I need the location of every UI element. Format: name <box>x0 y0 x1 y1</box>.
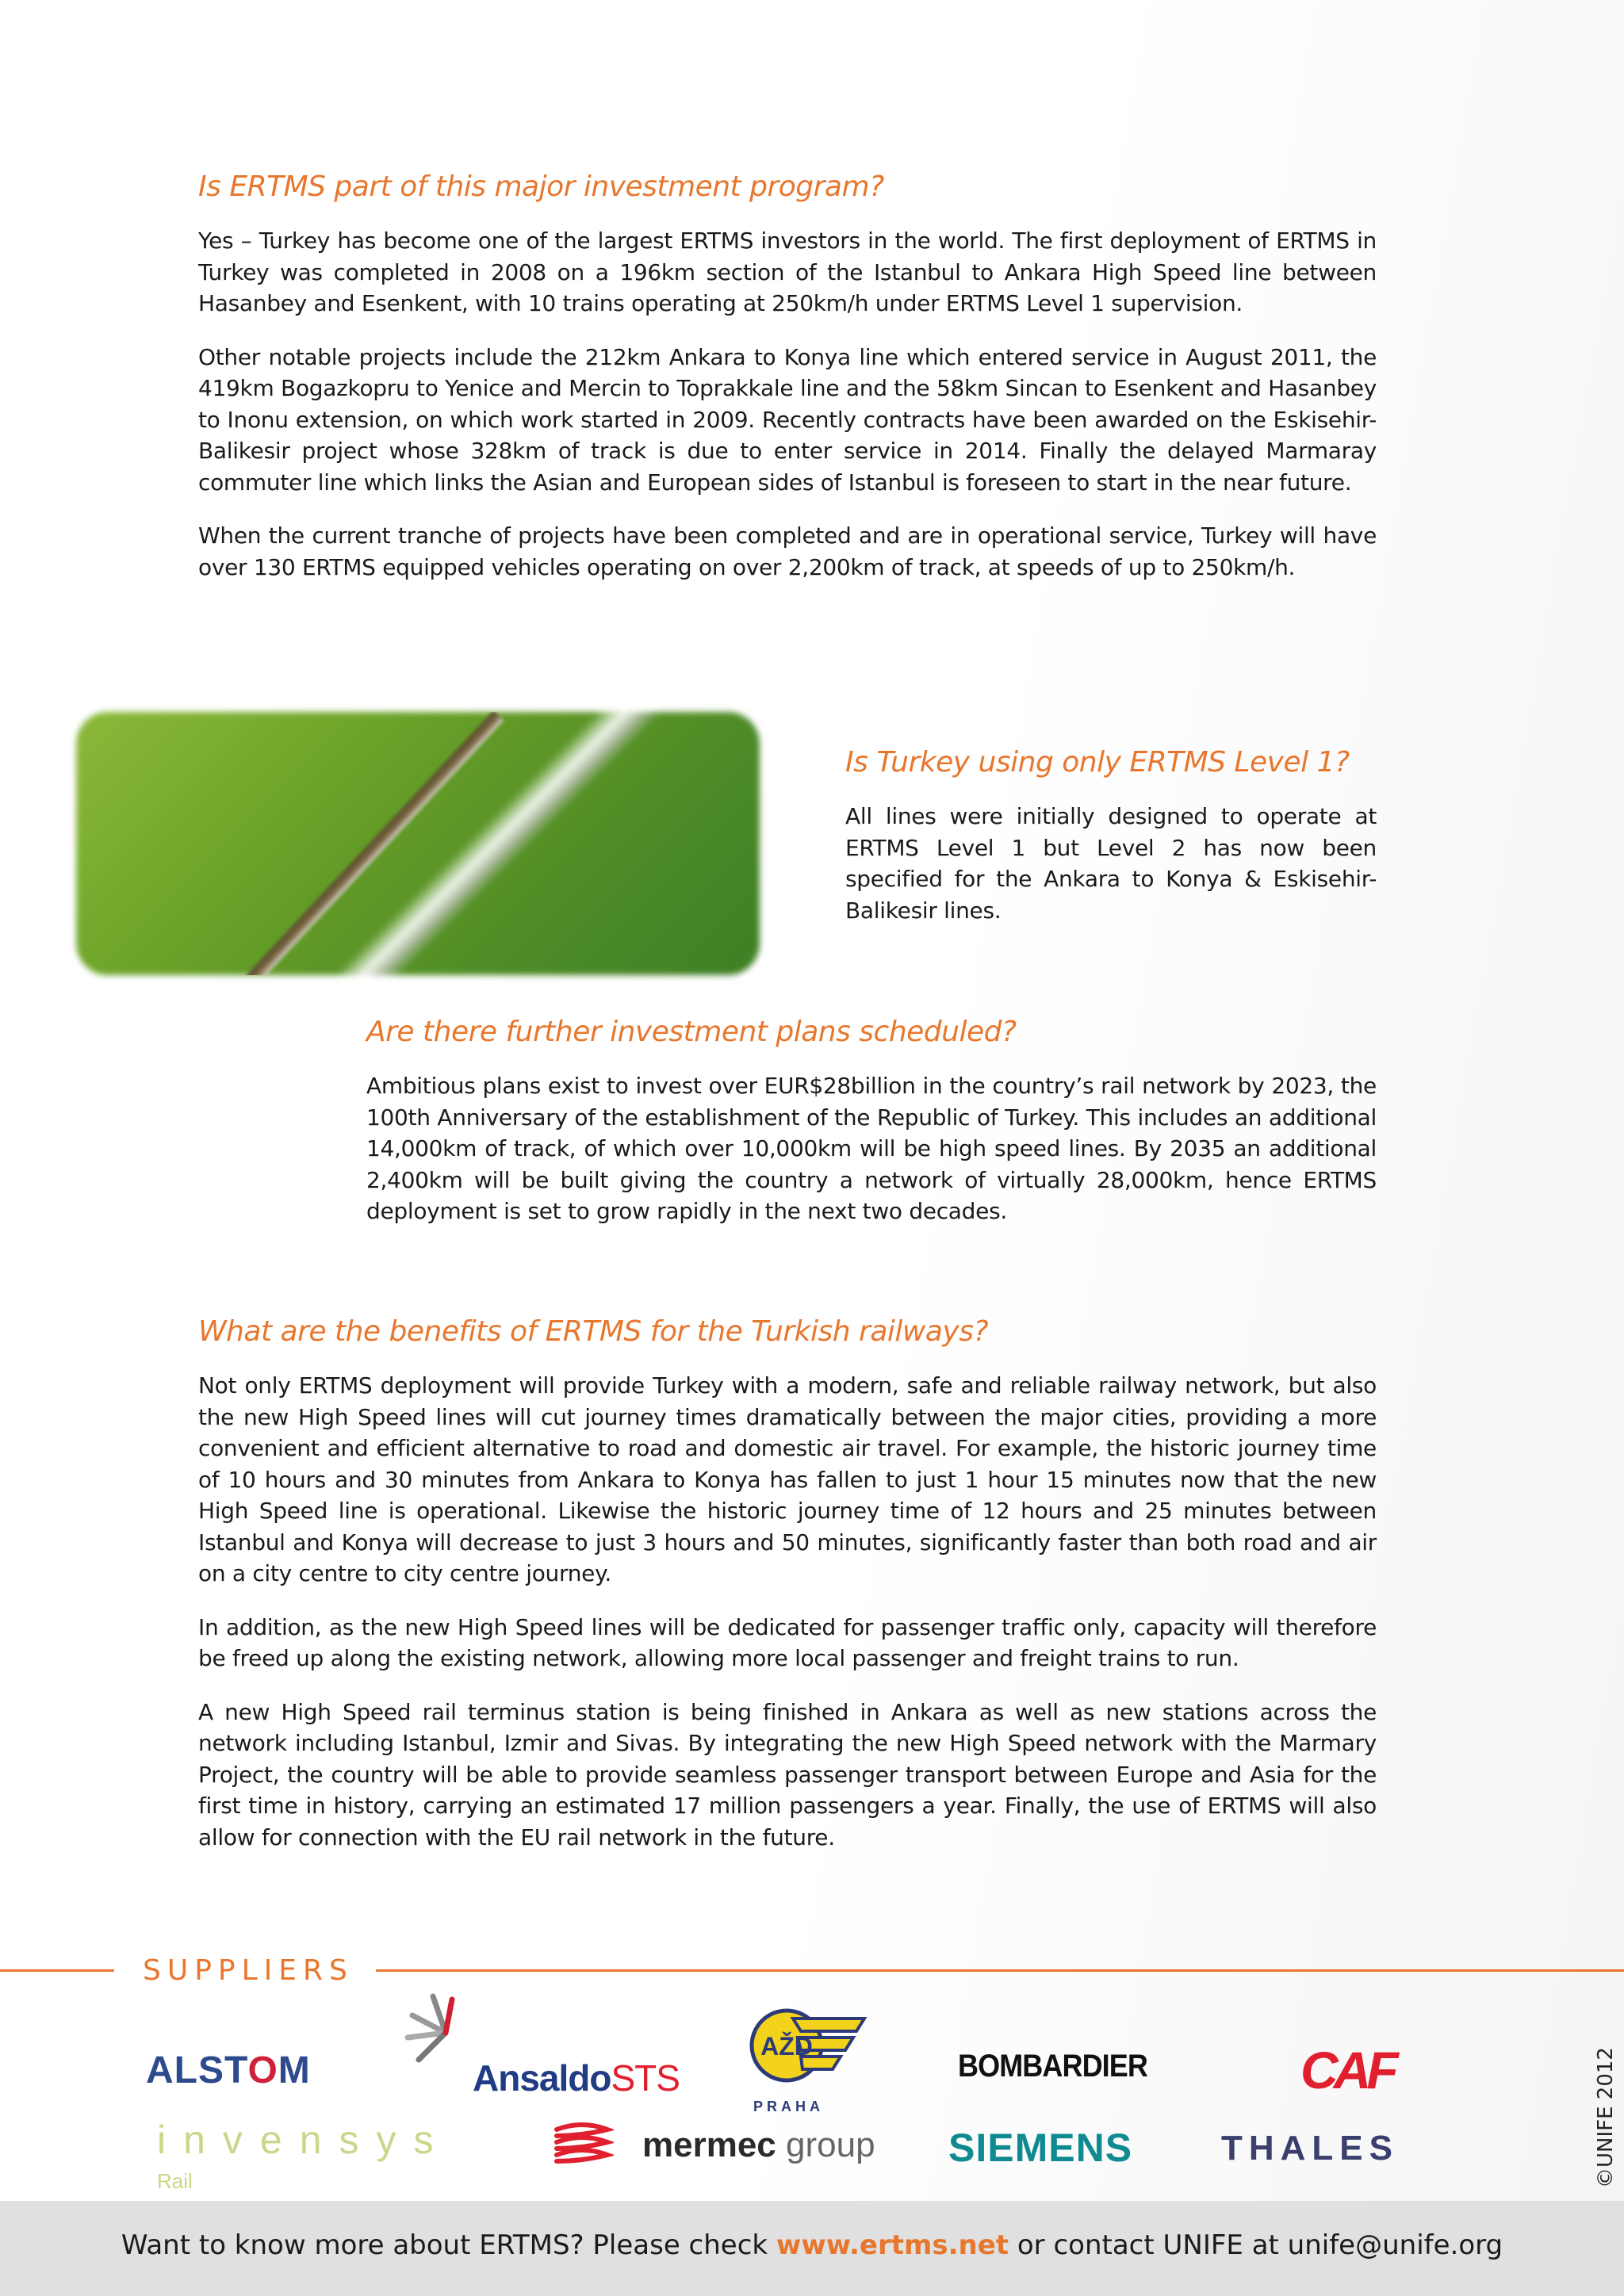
paragraph: When the current tranche of projects have been completed and are in operational service, Turkey will have over 130 ERTMS equipped vehicles operating on over 2,200km of track, at speeds of up to 250km/h. <box>198 522 1377 580</box>
bombardier-logo: BOMBARDIER <box>958 2049 1147 2084</box>
divider-line-left <box>0 1969 114 1972</box>
divider-line-right <box>376 1969 1624 1972</box>
section-benefits <box>198 1314 1377 1853</box>
paragraph: In addition, as the new High Speed lines will be dedicated for passenger traffic only, capacity will therefore be freed up along the existing network, allowing more local passenger and freight trains to run. <box>198 1613 1377 1671</box>
paragraph: All lines were initially designed to operate at ERTMS Level 1 but Level 2 has now been specified for the Ankara to Konya & Eskisehir-Balikesir lines. <box>845 803 1377 924</box>
copyright-notice: ©UNIFE 2012 <box>1594 2047 1618 2188</box>
paragraph: Not only ERTMS deployment will provide Turkey with a modern, safe and reliable railway network, but also the new High Speed lines will cut journey times dramatically between the major cities, providing a more convenient and efficient alternative to road and domestic air travel. For example, the historic journey time of 10 hours and 30 minutes from Ankara to Konya has fallen to just 1 hour 15 minutes now that the new High Speed line is operational. Likewise the historic journey time of 12 hours and 25 minutes between Istanbul and Konya will decrease to just 3 hours and 50 minutes, significantly faster than both road and air on a city centre to city centre journey. <box>198 1372 1377 1586</box>
paragraph: Yes – Turkey has become one of the largest ERTMS investors in the world. The first deployment of ERTMS in Turkey was completed in 2008 on a 196km section of the Istanbul to Ankara High Speed line between Hasanbey and Esenkent, with 10 trains operating at 250km/h under ERTMS Level 1 supervision. <box>198 228 1377 316</box>
ansaldo-sts-logo: AnsaldoSTS <box>473 2057 680 2099</box>
mermec-icon <box>550 2118 614 2166</box>
footer-banner <box>0 2201 1624 2296</box>
section-heading: Are there further investment plans scheduled? <box>366 1016 1017 1048</box>
invensys-logo: invensys <box>157 2118 451 2162</box>
footer-prefix: Want to know more about ERTMS? Please check <box>121 2229 776 2261</box>
paragraph: A new High Speed rail terminus station is being finished in Ankara as well as new stations across the network including Istanbul, Izmir and Sivas. By integrating the new High Speed network with the Marmary Project, the country will be able to provide seamless passenger transport between Europe and Asia for the first time in history, carrying an estimated 17 million passengers a year. Finally, the use of ERTMS will also allow for connection with the EU rail network in the future. <box>198 1698 1377 1850</box>
section-further-investment <box>366 1015 1377 1227</box>
paragraph: Ambitious plans exist to invest over EUR$28billion in the country’s rail network by 2023, the 100th Anniversary of the establishment of the Republic of Turkey. This includes an additional 14,000km of track, of which over 10,000km will be high speed lines. By 2035 an additional 2,400km will be built giving the country a network of virtually 28,000km, hence ERTMS deployment is set to grow rapidly in the next two decades. <box>366 1073 1377 1224</box>
section-heading: Is Turkey using only ERTMS Level 1? <box>845 746 1350 779</box>
invensys-rail-text: Rail <box>157 2169 193 2193</box>
section-heading: What are the benefits of ERTMS for the Turkish railways? <box>198 1315 989 1348</box>
footer-text <box>0 2229 1624 2261</box>
section-ertms-level <box>845 745 1377 926</box>
ertms-website-link[interactable]: www.ertms.net <box>776 2229 1009 2261</box>
azd-praha-text: PRAHA <box>753 2099 825 2114</box>
mermec-group-logo: mermec group <box>642 2126 875 2164</box>
caf-logo: CAF <box>1300 2041 1394 2099</box>
suppliers-divider <box>0 1949 1624 1996</box>
svg-text:AŽD: AŽD <box>760 2032 813 2061</box>
railway-track-rail-overlay <box>76 712 760 975</box>
section-heading: Is ERTMS part of this major investment program? <box>198 170 884 203</box>
ansaldo-sts-icon <box>404 1992 476 2071</box>
suppliers-label: SUPPLIERS <box>143 1954 354 1987</box>
section-ertms-investment <box>198 170 1377 583</box>
paragraph: Other notable projects include the 212km Ankara to Konya line which entered service in August 2011, the 419km Bogazkopru to Yenice and Mercin to Toprakkale line and the 58km Sincan to Esenkent and Hasanbey to Inonu extension, on which work started in 2009. Recently contracts have been awarded on the Eskisehir-Balikesir project whose 328km of track is due to enter service in 2014. Finally the delayed Marmaray commuter line which links the Asian and European sides of Istanbul is foreseen to start in the near future. <box>198 343 1377 496</box>
alstom-logo: ALSTOM <box>146 2049 311 2091</box>
thales-logo: THALES <box>1221 2129 1399 2168</box>
footer-suffix: or contact UNIFE at unife@unife.org <box>1009 2229 1503 2261</box>
siemens-logo: SIEMENS <box>948 2126 1133 2170</box>
